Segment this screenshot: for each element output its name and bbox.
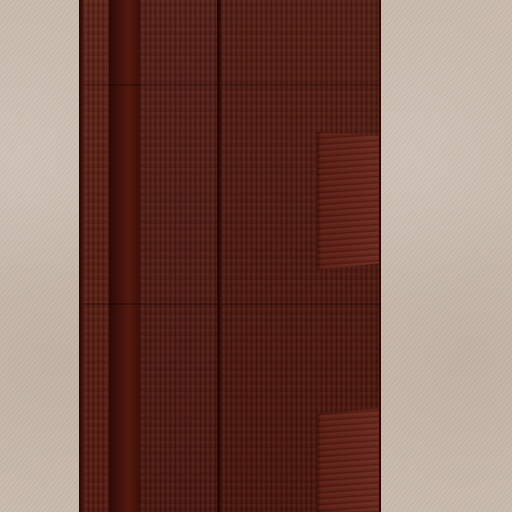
right-wall [381,0,512,512]
wood-joint [221,303,381,305]
raised-panel-upper [317,132,381,270]
wooden-door-frame [79,0,381,512]
raised-panel-lower [317,408,381,512]
casing-groove [109,0,140,512]
wood-joint [83,303,217,305]
middle-casing [140,0,217,512]
wood-joint [83,84,217,86]
wood-joint [221,84,381,86]
outer-casing [83,0,109,512]
left-wall [0,0,79,512]
